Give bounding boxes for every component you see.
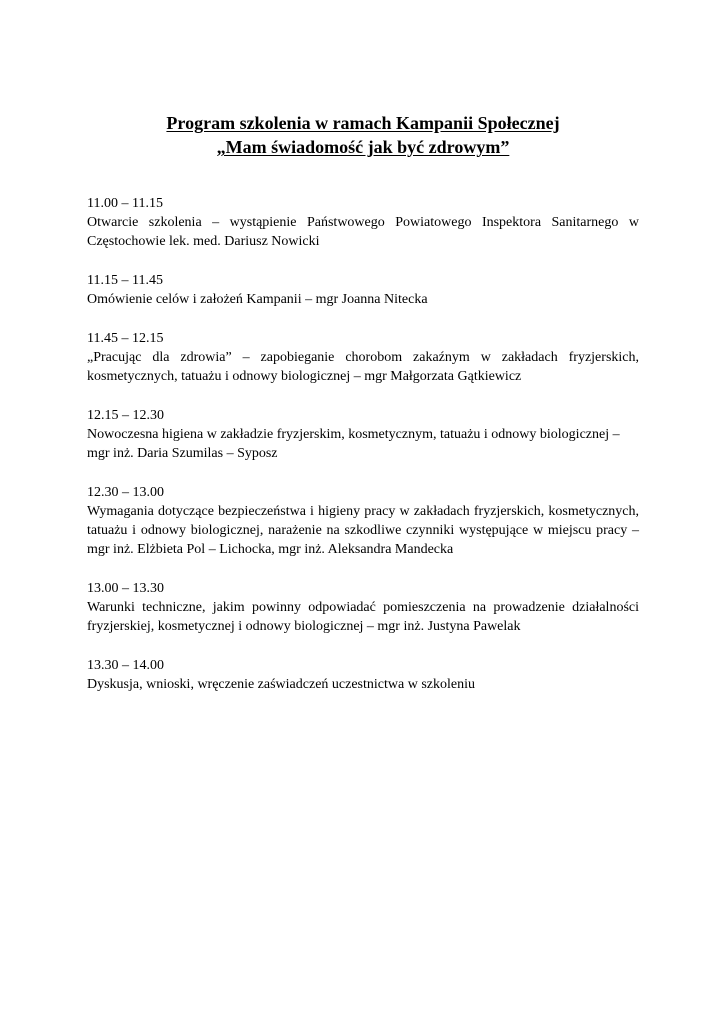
agenda-item-time: 13.30 – 14.00 [87, 658, 164, 673]
agenda-item [87, 329, 639, 386]
agenda-item-time: 11.15 – 11.45 [87, 273, 163, 288]
agenda-item [87, 579, 639, 636]
agenda-item-time: 11.00 – 11.15 [87, 196, 163, 211]
agenda-item [87, 406, 639, 463]
agenda-item [87, 271, 639, 309]
agenda-item-time: 11.45 – 12.15 [87, 331, 164, 346]
agenda-item-time: 12.30 – 13.00 [87, 485, 164, 500]
agenda-item-description: Warunki techniczne, jakim powinny odpowiadać pomieszczenia na prowadzenie działalności fryzjerskiej, kosmetycznej i odnowy biologicznej – mgr inż. Justyna Pawelak [87, 600, 639, 634]
agenda-item [87, 656, 639, 694]
document-title [87, 0, 639, 159]
agenda-list [87, 194, 639, 694]
agenda-item [87, 483, 639, 559]
agenda-item-description: Nowoczesna higiena w zakładzie fryzjerskim, kosmetycznym, tatuażu i odnowy biologicznej – mgr inż. Daria Szumilas – Syposz [87, 427, 620, 461]
agenda-item-description: „Pracując dla zdrowia” – zapobieganie chorobom zakaźnym w zakładach fryzjerskich, kosmetycznych, tatuażu i odnowy biologicznej – mgr Małgorzata Gątkiewicz [87, 350, 639, 384]
title-line-2: „Mam świadomość jak być zdrowym” [216, 137, 510, 157]
agenda-item-description: Otwarcie szkolenia – wystąpienie Państwowego Powiatowego Inspektora Sanitarnego w Częstochowie lek. med. Dariusz Nowicki [87, 215, 639, 249]
agenda-item-time: 12.15 – 12.30 [87, 408, 164, 423]
agenda-item [87, 194, 639, 251]
agenda-item-time: 13.00 – 13.30 [87, 581, 164, 596]
title-line-1: Program szkolenia w ramach Kampanii Społecznej [166, 113, 560, 133]
agenda-item-description: Dyskusja, wnioski, wręczenie zaświadczeń uczestnictwa w szkoleniu [87, 677, 475, 692]
agenda-item-description: Wymagania dotyczące bezpieczeństwa i higieny pracy w zakładach fryzjerskich, kosmetycznych, tatuażu i odnowy biologicznej, narażenie na szkodliwe czynniki występujące w miejscu pracy – mgr inż. Elżbieta Pol – Lichocka, mgr inż. Aleksandra Mandecka [87, 504, 639, 557]
agenda-item-description: Omówienie celów i założeń Kampanii – mgr Joanna Nitecka [87, 292, 428, 307]
